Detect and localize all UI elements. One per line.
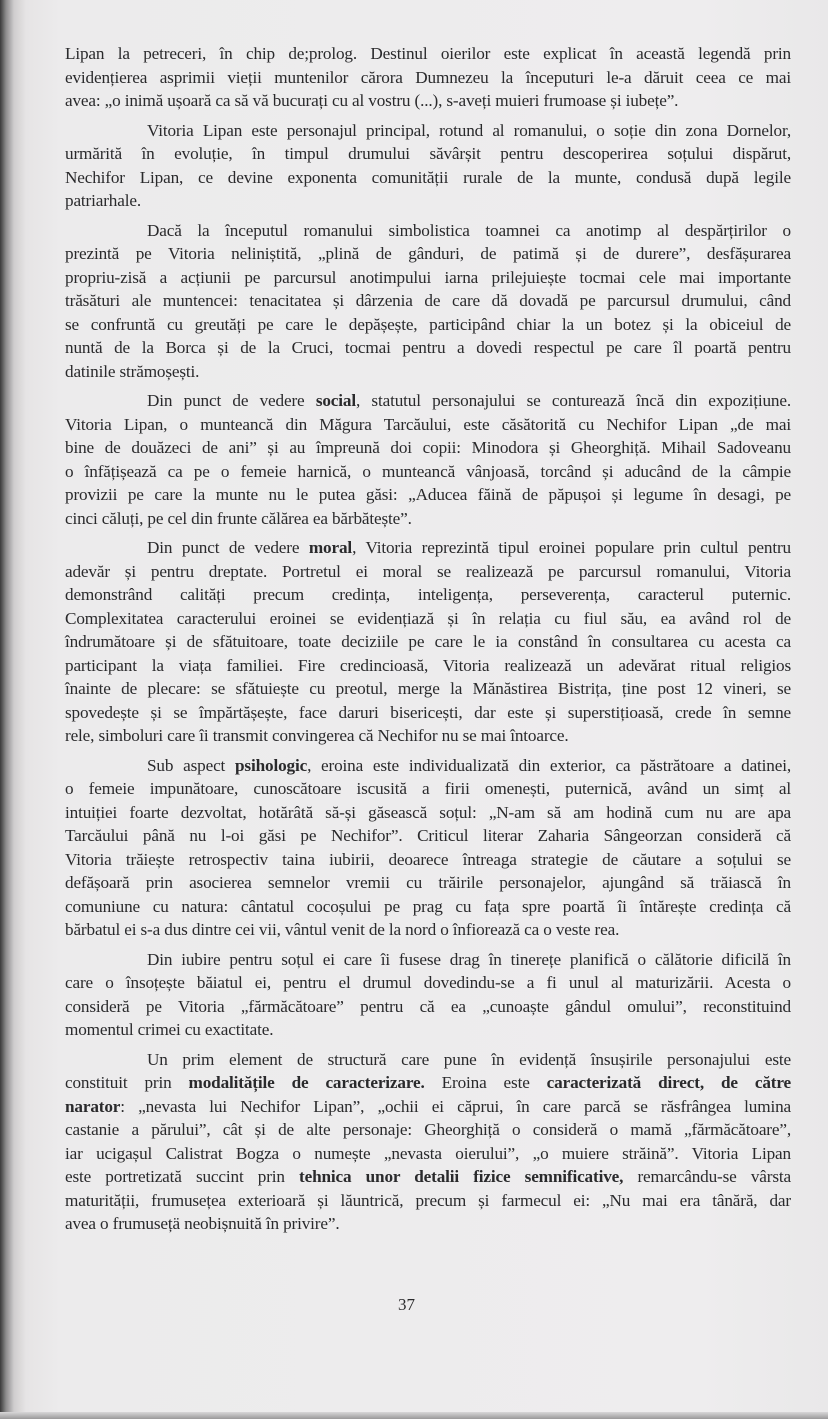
bold-term: moral — [308, 538, 353, 557]
text-run: patriarhale. — [65, 191, 141, 210]
paragraph — [65, 948, 791, 1042]
text-line — [65, 701, 791, 725]
text-run: bine de douăzeci de ani” și au împreună doi copii: Minodora și Gheorghiță. Mihail Sadoveanu — [65, 438, 791, 457]
text-line — [65, 219, 791, 243]
page-bottom-edge — [0, 1412, 828, 1419]
text-line — [65, 313, 791, 337]
text-line — [65, 266, 791, 290]
text-run: Nechifor Lipan, ce devine exponenta comunității rurale de la munte, condusă după legile — [65, 167, 791, 187]
text-run: trăsături ale muntencei: tenacitatea și dârzenia de care dă dovadă pe parcursul drumului, când — [65, 291, 791, 310]
text-line — [65, 436, 791, 460]
text-run: remarcându-se vârsta — [623, 1167, 791, 1186]
text-run: spovedește și se împărtășește, face daruri bisericești, dar este și superstițioasă, crede în semne — [65, 702, 791, 722]
text-line — [65, 677, 791, 701]
paragraph — [65, 1048, 791, 1236]
text-run: evidențierea asprimii vieții muntenilor cărora Dumnezeu la începuturi le-a dăruit ceea ce mai — [65, 67, 791, 87]
text-run: provizii pe care la munte nu le putea găsi: „Aducea făină de păpușoi și legume în desagi, pe — [65, 485, 791, 504]
text-run: momentul crimei cu exactitate. — [65, 1020, 274, 1039]
text-line — [65, 460, 791, 484]
text-run: avea o frumusețä neobișnuită în privire”. — [65, 1214, 340, 1233]
text-run: avea: „o inimă ușoară ca să vă bucurați cu al vostru (...), s-aveți muieri frumoase și iubețe”. — [65, 91, 679, 110]
text-line — [65, 1165, 791, 1189]
text-run: Din punct de vedere — [147, 391, 316, 410]
text-run: intuiției foarte dezvoltat, hotărâtă să-și găsească soțul: „N-am să am hodină cum nu are apa — [65, 802, 791, 822]
text-run: o femeie impunătoare, cunoscătoare iscusită a firii omenești, puternică, având un simț al — [65, 779, 791, 798]
paragraph — [65, 119, 791, 213]
text-run: maturității, frumusețea exterioară și lăuntrică, precum și farmecul ei: „Nu mai era tânără, dar — [65, 1190, 791, 1210]
text-run: adevăr și pentru dreptate. Portretul ei moral se realizează pe parcursul romanului, Vitoria — [65, 561, 791, 581]
text-line — [65, 995, 791, 1019]
text-line — [65, 1212, 791, 1236]
text-run: prezintă pe Vitoria neliniștită, „plină de gânduri, de patimă și de durere”, desfășurarea — [65, 244, 791, 263]
text-run: , statutul personajului se conturează încă din expozițiune. — [355, 391, 791, 410]
text-run: Eroina este — [424, 1073, 547, 1092]
text-line — [65, 360, 791, 384]
text-line — [65, 724, 791, 748]
text-line — [65, 289, 791, 313]
text-run: rele, simboluri care îi transmit convingerea că Nechifor nu se mai întoarce. — [65, 726, 569, 745]
text-line — [65, 336, 791, 360]
text-run: Dacă la începutul romanului simbolistica toamnei ca anotimp al despărțirilor o — [147, 220, 791, 240]
text-run: Din iubire pentru soțul ei care îi fusese drag în tinerețe planifică o călătorie dificilă în — [147, 949, 791, 969]
text-line — [65, 142, 791, 166]
text-line — [65, 1118, 791, 1142]
text-line — [65, 413, 791, 437]
text-line — [65, 630, 791, 654]
text-line — [65, 1189, 791, 1213]
bold-term: psihologic — [235, 755, 308, 775]
text-line — [65, 89, 791, 113]
text-run: constituit prin — [65, 1073, 189, 1092]
text-run: este portretizată succint prin — [65, 1167, 300, 1186]
text-line — [65, 1095, 791, 1119]
text-run: iar ucigașul Calistrat Bogza o numește „nevasta oierului”, „o muiere străină”. Vitoria Lipan — [65, 1143, 791, 1163]
paragraph — [65, 754, 791, 942]
text-line — [65, 242, 791, 266]
paragraph — [65, 42, 791, 113]
text-run: : „nevasta lui Nechifor Lipan”, „ochii ei căprui, în care parcă se răsfrângea lumina — [120, 1096, 791, 1116]
text-line — [65, 654, 791, 678]
paragraph — [65, 389, 791, 530]
text-line — [65, 1048, 791, 1072]
text-line — [65, 848, 791, 872]
text-line — [65, 971, 791, 995]
text-line — [65, 754, 791, 778]
text-line — [65, 66, 791, 90]
text-line — [65, 536, 791, 560]
text-line — [65, 918, 791, 942]
text-run: nuntă de la Borca și de la Cruci, tocmai pentru a dovedi respectul pe care îl poartă pentru — [65, 338, 791, 357]
text-line — [65, 483, 791, 507]
text-run: Un prim element de structură care pune în evidență însușirile personajului este — [147, 1049, 791, 1069]
text-line — [65, 948, 791, 972]
bold-term: caracterizată direct, de către — [546, 1073, 791, 1092]
text-run: Vitoria Lipan este personajul principal, rotund al romanului, o soție din zona Dornelor, — [147, 120, 791, 140]
text-run: Complexitatea caracterului eroinei se evidențiază și în relația cu fiul său, ea având rol de — [65, 608, 791, 628]
paragraph — [65, 219, 791, 384]
text-run: Vitoria trăiește retrospectiv taina iubirii, deoarece întreaga strategie de căutare a soțului se — [65, 849, 791, 869]
text-line — [65, 389, 791, 413]
text-line — [65, 119, 791, 143]
text-run: care o însoțește băiatul ei, pentru el drumul dovedindu-se a fi unul al maturizării. Acesta o — [65, 973, 791, 992]
text-run: o înfățișează ca pe o femeie harnică, o munteancă vânjoasă, torcând și aducând de la câmpie — [65, 461, 791, 481]
text-run: datinile strămoșești. — [65, 361, 200, 381]
bold-term: tehnica unor detalii fizice semnificative, — [299, 1167, 624, 1186]
text-line — [65, 871, 791, 895]
text-run: participant la viața familiei. Fire credincioasă, Vitoria realizează un adevărat ritual religios — [65, 655, 791, 675]
text-line — [65, 1018, 791, 1042]
bold-term: social — [315, 391, 356, 410]
text-run: , eroina este individualizată din exterior, ca păstrătoare a datinei, — [307, 755, 791, 775]
text-run: castanie a părului”, cât și de alte personaje: Gheorghiță o consideră o mamă „fărmăcătoare”, — [65, 1120, 791, 1139]
text-line — [65, 1071, 791, 1095]
text-line — [65, 1142, 791, 1166]
text-line — [65, 895, 791, 919]
text-run: îndrumătoare și de sfătuitoare, toate deciziile pe care le ia constând în consultarea cu acesta ca — [65, 632, 791, 651]
text-run: comuniune cu natura: cântatul cocoșului pe prag cu fața spre poartă îi întărește credința că — [65, 896, 791, 916]
text-line — [65, 583, 791, 607]
text-run: consideră pe Vitoria „fărmăcătoare” pentru că ea „cunoaște gândul omului”, reconstituind — [65, 996, 791, 1016]
text-run: Lipan la petreceri, în chip de;prolog. Destinul oierilor este explicat în această legendă prin — [65, 44, 791, 63]
text-run: Tarcăului până nu l-oi găsi pe Nechifor”. Criticul literar Zaharia Sângeorzan consideră că — [65, 826, 791, 845]
text-run: se confruntă cu greutăți pe care le depășește, participând chiar la un botez și la obiceiul de — [65, 314, 791, 334]
page-number: 37 — [398, 1295, 415, 1314]
text-run: demonstrând calități precum credința, inteligența, perseverența, caracterul puternic. — [65, 585, 791, 604]
text-line — [65, 166, 791, 190]
text-line — [65, 42, 791, 66]
text-run: urmărită în evoluție, în timpul drumului săvârșit pentru descoperirea soțului dispărut, — [65, 144, 791, 163]
text-run: înainte de plecare: se sfătuiește cu preotul, merge la Mănăstirea Bistrița, ține post 12 vineri, se — [65, 679, 791, 698]
text-line — [65, 777, 791, 801]
paragraph — [65, 536, 791, 748]
text-run: Vitoria Lipan, o munteancă din Măgura Tarcăului, este căsătorită cu Nechifor Lipan „de mai — [65, 414, 791, 434]
text-line — [65, 824, 791, 848]
text-line — [65, 189, 791, 213]
text-run: , Vitoria reprezintă tipul eroinei populare prin cultul pentru — [352, 538, 791, 557]
text-run: propriu-zisă a acțiunii pe parcursul anotimpului iarna prilejuiește tocmai cele mai importante — [65, 267, 791, 287]
text-run: bărbatul ei s-a dus dintre cei vii, vântul venit de la nord o înfiorează ca o veste rea. — [65, 920, 620, 939]
bold-term: narator — [65, 1096, 121, 1116]
text-run: Din punct de vedere — [147, 538, 309, 557]
text-run: defășoară prin asocierea semnelor vremii cu trăirile personajelor, ajungând să trăiască în — [65, 873, 791, 892]
bold-term: modalitățile de caracterizare. — [188, 1073, 425, 1092]
text-line — [65, 507, 791, 531]
book-page-text — [65, 42, 791, 1236]
text-line — [65, 801, 791, 825]
text-line — [65, 560, 791, 584]
text-run: cinci căluți, pe cel din frunte călărea ea bărbătește”. — [65, 508, 412, 528]
text-run: Sub aspect — [147, 755, 236, 775]
text-line — [65, 607, 791, 631]
